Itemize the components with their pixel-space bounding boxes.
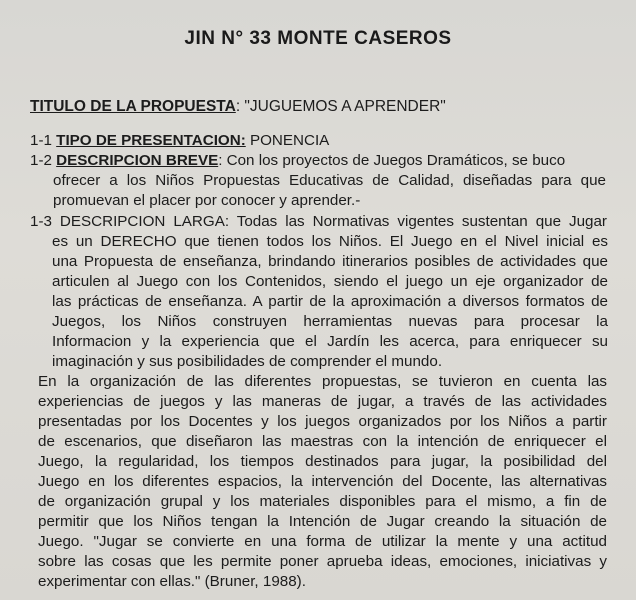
body-line: Juego. "Jugar se convierte en una forma de utilizar la mente y una actitud xyxy=(38,533,607,550)
section-1-2-line-1 xyxy=(30,151,605,171)
body-line: Informacion y la experiencia que el Jardín les acerca, para enriquecer su xyxy=(52,333,608,350)
body-line: sobre las cosas que les permite poner aprueba ideas, emociones, iniciativas y xyxy=(38,553,607,570)
body-line: experiencias de juegos y las maneras de jugar, a través de las actividades xyxy=(38,393,607,410)
section-1-1-number: 1-1 xyxy=(30,132,57,149)
body-line: las prácticas de enseñanza. A partir de la aproximación a diversos formatos de xyxy=(52,293,608,310)
body-line: Juegos, los Niños construyen herramientas nuevas para procesar la xyxy=(52,313,608,330)
body-line: articulen al Juego con los Contenidos, siendo el juego un eje organizador de xyxy=(52,273,608,290)
body-line: experimentar con ellas." (Bruner, 1988). xyxy=(38,573,306,590)
body-line: de organización grupal y los materiales disponibles para el mismo, a fin de xyxy=(38,493,607,510)
body-line: una Propuesta de enseñanza, brindando itinerarios posibles de actividades que xyxy=(52,253,608,270)
body-line: imaginación y sus posibilidades de comprender el mundo. xyxy=(52,353,443,370)
body-line: permitir que los Niños tengan la Intención de Jugar creando la situación de xyxy=(38,513,607,530)
body-line: En la organización de las diferentes propuestas, se tuvieron en cuenta las xyxy=(38,373,607,390)
body-line: Juego, la regularidad, los tiempos destinados para jugar, la posibilidad del xyxy=(38,453,607,470)
proposal-title-line xyxy=(30,97,446,117)
body-line: de escenarios, que diseñaron las maestras con la intención de enriquecer el xyxy=(38,433,607,450)
section-1-2-line-2: ofrecer a los Niños Propuestas Educativas de Calidad, diseñadas para que xyxy=(53,172,606,189)
section-1-2-line-3: promuevan el placer por conocer y aprender.- xyxy=(53,192,361,209)
section-1-2-text: : Con los proyectos de Juegos Dramáticos, se buco xyxy=(218,152,566,169)
page-title: JIN N° 33 MONTE CASEROS xyxy=(184,28,452,49)
section-1-1 xyxy=(30,131,329,151)
proposal-title-label: TITULO DE LA PROPUESTA xyxy=(30,98,236,115)
body-line: 1-3 DESCRIPCION LARGA: Todas las Normativas vigentes sustentan que Jugar xyxy=(30,213,607,230)
body-line: presentadas por los Docentes y los juegos organizados por los Niños a partir xyxy=(38,413,607,430)
body-line: Juego en los diferentes espacios, la intervención del Docente, las alternativas xyxy=(38,473,607,490)
section-1-2-number: 1-2 xyxy=(30,152,57,169)
section-1-1-label: TIPO DE PRESENTACION: xyxy=(56,132,246,149)
section-1-2-label: DESCRIPCION BREVE xyxy=(56,152,219,169)
body-line: es un DERECHO que tienen todos los Niños. El Juego en el Nivel inicial es xyxy=(52,233,608,250)
section-1-1-value: PONENCIA xyxy=(245,132,330,149)
proposal-title-value: : "JUGUEMOS A APRENDER" xyxy=(235,98,446,115)
